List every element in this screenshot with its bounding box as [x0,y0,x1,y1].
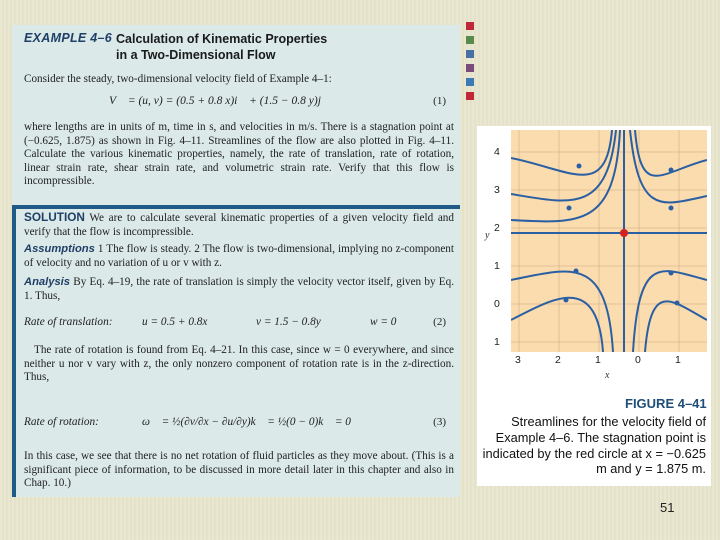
rotation-text: The rate of rotation is found from Eq. 4–21. In this case, since w = 0 everywhere, and since neither u nor v vary with z, the only nonzero component of rotation rate is in the z-direction. Thus, [24,344,454,384]
rate-of-translation [24,316,454,332]
problem-text: where lengths are in units of m, time in s, and velocities in m/s. There is a stagnation point at (−0.625, 1.875) as shown in Fig. 4–11. Streamlines of the flow are also plotted in Fig. 4–11. Calculate the various kinematic properties, namely, the rate of translation, rate of rotation, linear strain rate, shear strain rate, and volumetric strain rate. Verify that this flow is incompressible. [24,121,454,188]
solution-paragraph [24,211,454,239]
stripe [466,50,474,58]
example-page [12,25,460,497]
y-axis-label: y [485,230,490,241]
rate-rotation-expr: ω⃗ = ½(∂v/∂x − ∂u/∂y)k⃗ = ½(0 − 0)k⃗ = 0 [142,416,351,428]
stripe [466,64,474,72]
streamline-plot [511,130,707,352]
example-label: EXAMPLE 4–6 [24,31,113,45]
x-tick: 0 [635,354,641,366]
solution-text: We are to calculate several kinematic properties of a given velocity field and verify that the flow is incompressible. [24,212,454,238]
assumptions-paragraph [24,243,454,270]
rate-rotation-number: (3) [433,416,446,428]
assumptions-label: Assumptions [24,243,95,255]
conclusion-text: In this case, we see that there is no net rotation of fluid particles as they move about. (This is a significant piece of information, to be discussed in more detail later in this chapter and also in Chap. 10.) [24,450,454,490]
stripe [466,22,474,30]
example-title-line1: Calculation of Kinematic Properties [116,32,328,46]
figure-panel [477,126,711,486]
solution-label: SOLUTION [24,210,85,224]
figure-title: FIGURE 4–41 [625,396,707,411]
stripe [466,92,474,100]
stripe [466,78,474,86]
rate-translation-label: Rate of translation: [24,316,113,328]
example-title [116,31,416,63]
analysis-label: Analysis [24,276,71,288]
rate-translation-u: u = 0.5 + 0.8x [142,316,208,328]
x-axis-label: x [605,370,610,381]
equation-1 [24,95,454,111]
intro-text: Consider the steady, two-dimensional velocity field of Example 4–1: [24,73,332,85]
y-tick: 2 [494,222,500,234]
figure-caption: Streamlines for the velocity field of Example 4–6. The stagnation point is indicated by the red circle at x = −0.625 m and y = 1.875 m. [482,414,706,477]
y-tick: 4 [494,146,500,158]
y-tick: 3 [494,184,500,196]
stripe [466,36,474,44]
decorative-stripes [466,22,474,100]
x-tick: 1 [675,354,681,366]
page-number: 51 [660,500,675,515]
assumptions-text: 1 The flow is steady. 2 The flow is two-dimensional, implying no z-component of velocity and no variation of u or v with z. [24,243,454,269]
rate-rotation-label: Rate of rotation: [24,416,99,428]
analysis-paragraph [24,276,454,303]
example-title-line2: in a Two-Dimensional Flow [116,48,276,62]
stagnation-point [620,229,628,237]
rate-of-rotation [24,410,454,440]
analysis-text: By Eq. 4–19, the rate of translation is simply the velocity vector itself, given by Eq. 1. Thus, [24,276,455,302]
solution-divider [12,205,460,209]
y-tick: 1 [494,336,500,348]
rate-translation-w: w = 0 [370,316,397,328]
y-tick: 0 [494,298,500,310]
rate-translation-number: (2) [433,316,446,328]
x-tick: 2 [555,354,561,366]
x-tick: 3 [515,354,521,366]
equation-1-expr: V⃗ = (u, v) = (0.5 + 0.8 x)i⃗ + (1.5 − 0.8 y)j⃗ [109,95,330,107]
y-tick: 1 [494,260,500,272]
rate-translation-v: v = 1.5 − 0.8y [256,316,321,328]
solution-side-bar [12,205,16,497]
equation-1-number: (1) [433,95,446,107]
x-tick: 1 [595,354,601,366]
